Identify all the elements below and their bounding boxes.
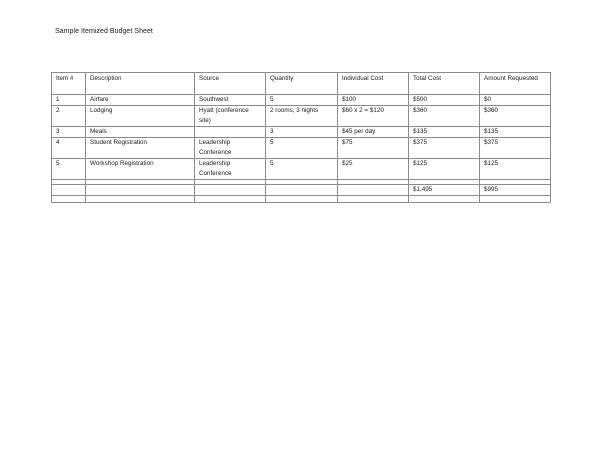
cell-source: Southwest	[195, 95, 266, 106]
cell-blank	[266, 196, 338, 203]
cell-source: Leadership Conference	[195, 138, 266, 159]
cell-item: 4	[52, 138, 86, 159]
cell-total-cost: $500	[409, 95, 480, 106]
cell-description: Airfare	[86, 95, 195, 106]
page-title: Sample Itemized Budget Sheet	[55, 28, 153, 35]
cell-individual-cost: $100	[338, 95, 409, 106]
header-individual-cost: Individual Cost	[338, 73, 409, 95]
cell-blank	[86, 185, 195, 196]
header-source: Source	[195, 73, 266, 95]
budget-table	[51, 72, 551, 203]
cell-amount-requested: $125	[480, 159, 551, 180]
cell-total-cost: $360	[409, 106, 480, 127]
amount-requested-sum: $995	[480, 185, 551, 196]
cell-amount-requested: $0	[480, 95, 551, 106]
total-cost-sum: $1,495	[409, 185, 480, 196]
cell-blank	[195, 185, 266, 196]
cell-individual-cost: $45 per day	[338, 127, 409, 138]
cell-description: Workshop Registration	[86, 159, 195, 180]
cell-item: 1	[52, 95, 86, 106]
cell-total-cost: $125	[409, 159, 480, 180]
header-total-cost: Total Cost	[409, 73, 480, 95]
cell-item: 5	[52, 159, 86, 180]
cell-total-cost: $375	[409, 138, 480, 159]
cell-quantity: 3	[266, 127, 338, 138]
table-row-totals	[52, 185, 551, 196]
cell-description: Lodging	[86, 106, 195, 127]
header-description: Description	[86, 73, 195, 95]
cell-amount-requested: $360	[480, 106, 551, 127]
cell-blank	[480, 196, 551, 203]
cell-blank	[338, 196, 409, 203]
table-header-row	[52, 73, 551, 95]
cell-quantity: 2 rooms, 3 nights	[266, 106, 338, 127]
header-quantity: Quantity	[266, 73, 338, 95]
cell-blank	[266, 185, 338, 196]
cell-amount-requested: $375	[480, 138, 551, 159]
cell-source: Hyatt (conference site)	[195, 106, 266, 127]
cell-amount-requested: $135	[480, 127, 551, 138]
table-row	[52, 138, 551, 159]
cell-total-cost: $135	[409, 127, 480, 138]
cell-blank	[338, 185, 409, 196]
cell-individual-cost: $75	[338, 138, 409, 159]
cell-blank	[86, 196, 195, 203]
header-amount-requested: Amount Requested	[480, 73, 551, 95]
cell-blank	[52, 185, 86, 196]
cell-source: Leadership Conference	[195, 159, 266, 180]
cell-individual-cost: $60 x 2 = $120	[338, 106, 409, 127]
table-row	[52, 95, 551, 106]
cell-description: Student Registration	[86, 138, 195, 159]
cell-quantity: 5	[266, 138, 338, 159]
cell-quantity: 5	[266, 159, 338, 180]
cell-blank	[195, 196, 266, 203]
cell-individual-cost: $25	[338, 159, 409, 180]
cell-source	[195, 127, 266, 138]
cell-blank	[409, 196, 480, 203]
table-row	[52, 159, 551, 180]
table-row	[52, 127, 551, 138]
cell-description: Meals	[86, 127, 195, 138]
cell-item: 3	[52, 127, 86, 138]
cell-quantity: 5	[266, 95, 338, 106]
cell-item: 2	[52, 106, 86, 127]
table-row-blank	[52, 196, 551, 203]
header-item: Item #	[52, 73, 86, 95]
table-row	[52, 106, 551, 127]
cell-blank	[52, 196, 86, 203]
